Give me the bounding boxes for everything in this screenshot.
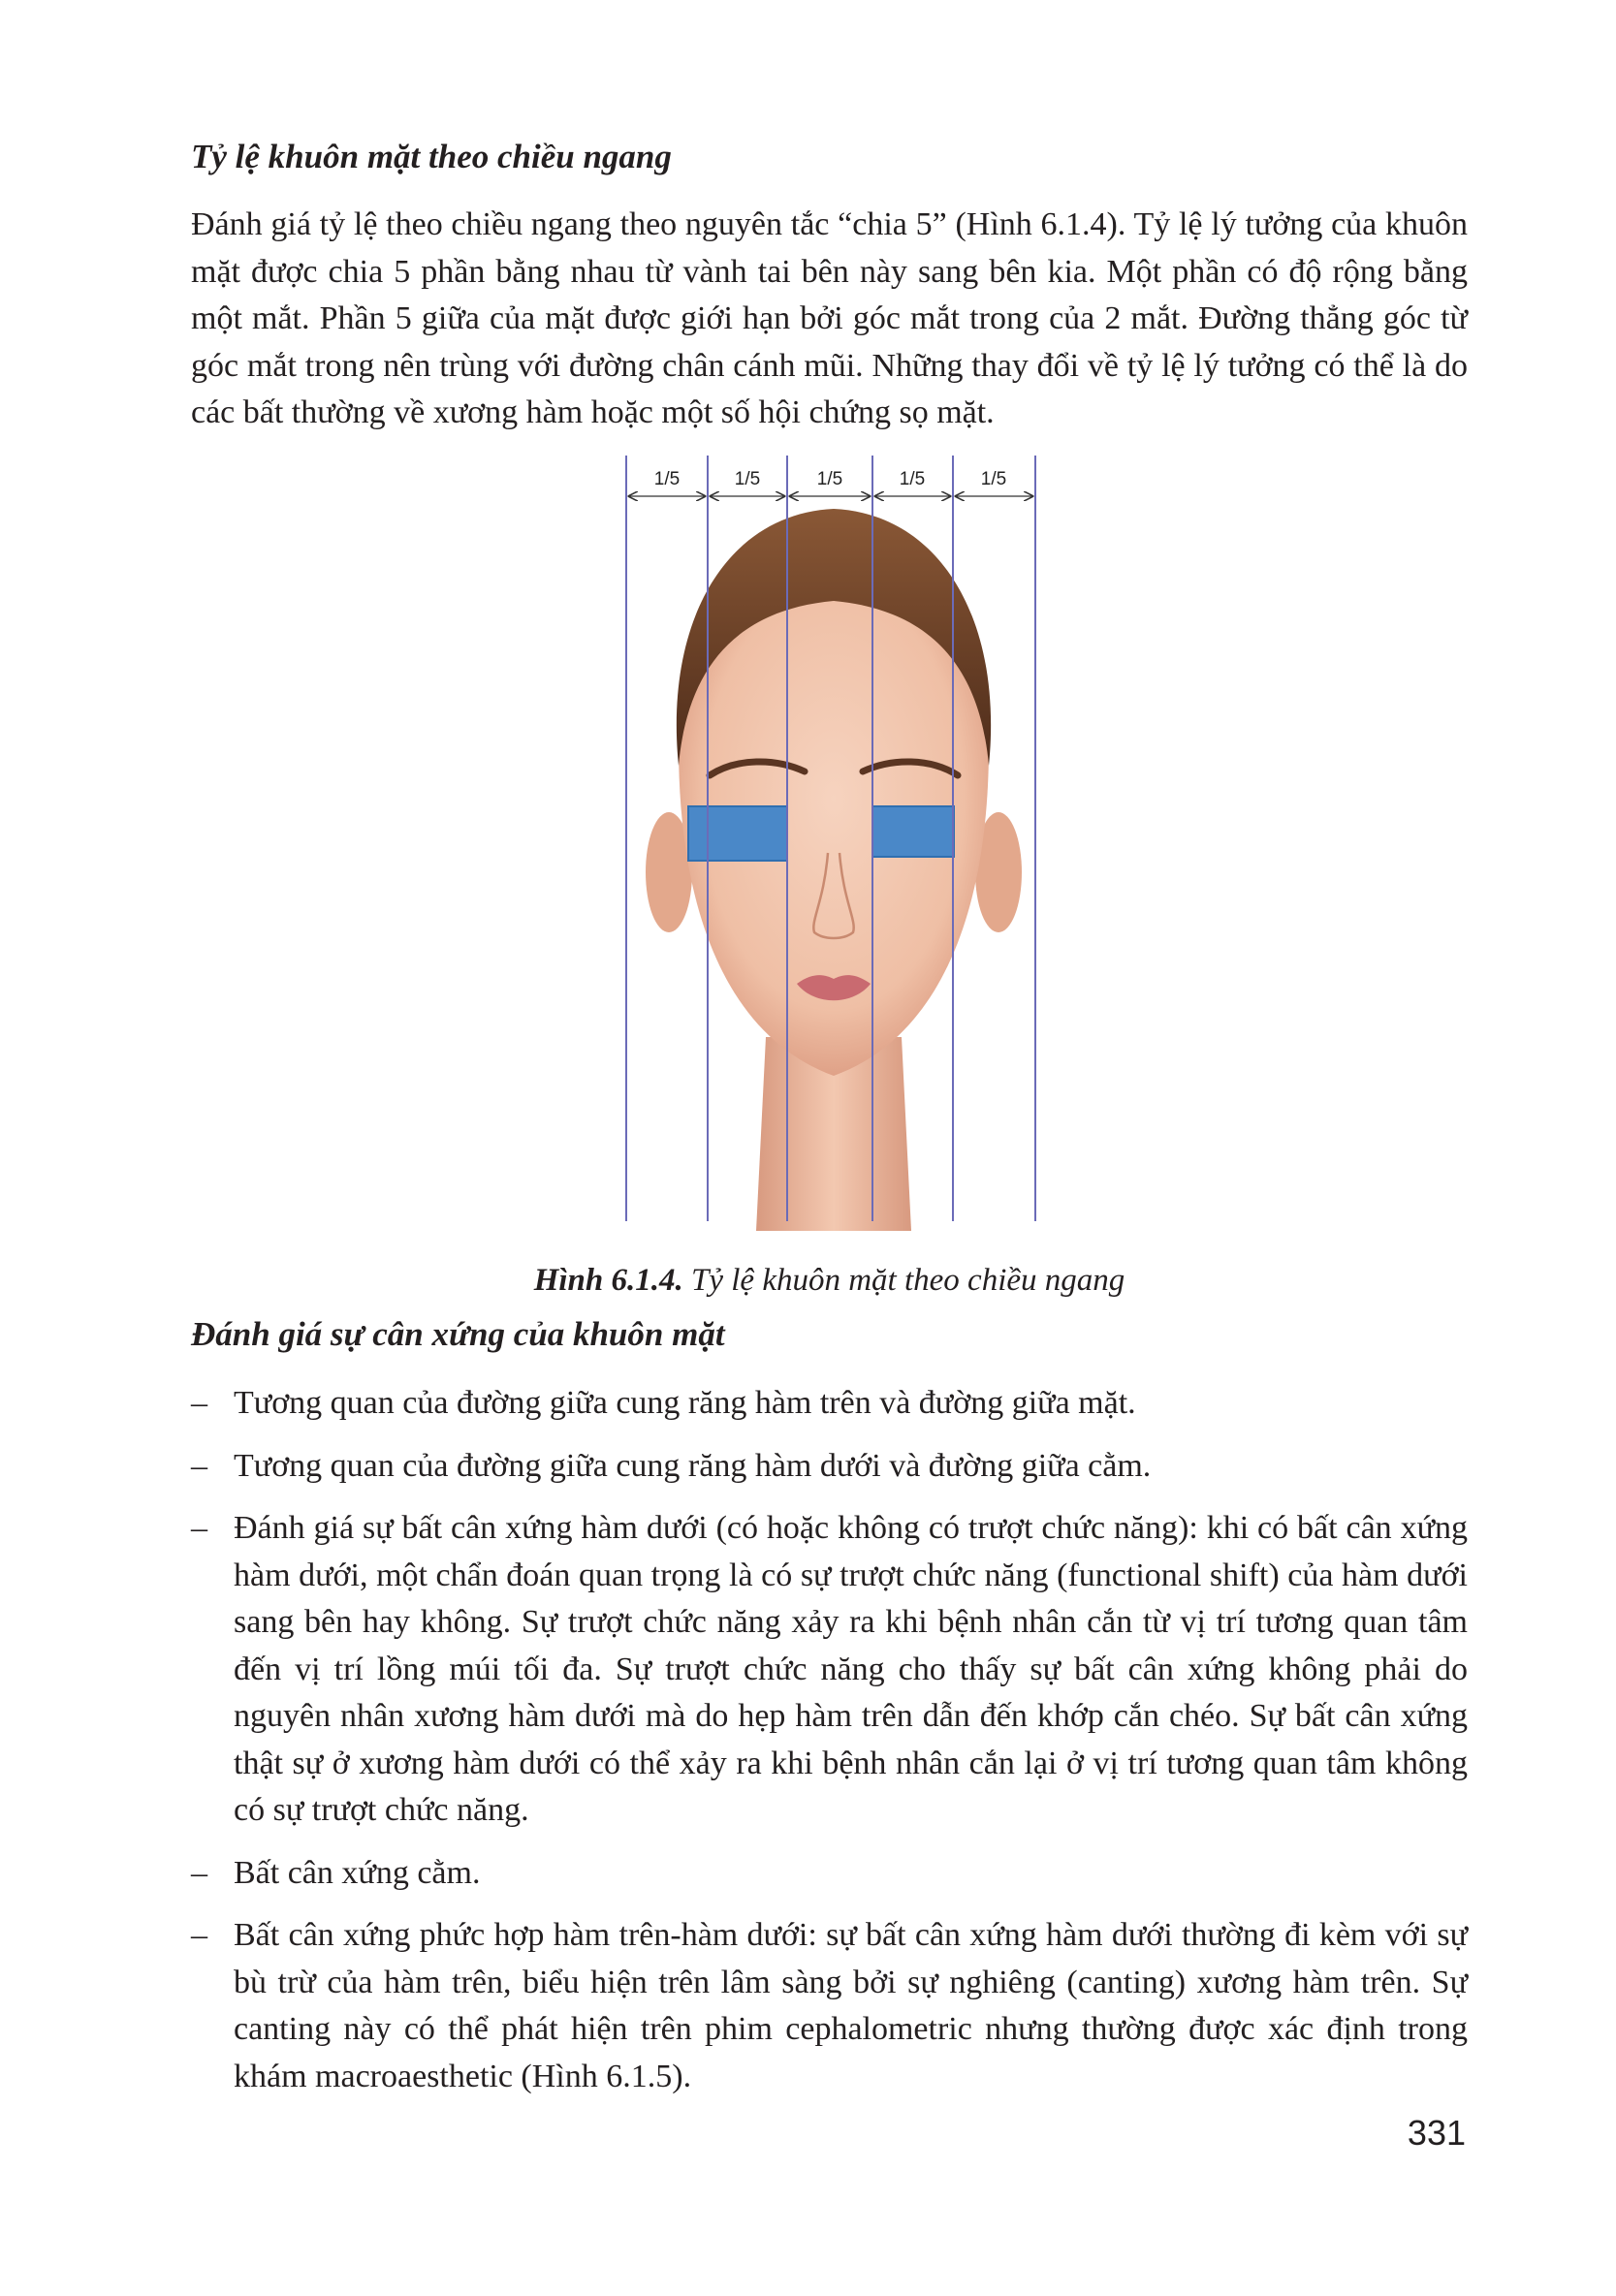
section-heading: Đánh giá sự cân xứng của khuôn mặt <box>191 1315 725 1353</box>
list-item <box>191 1505 1468 1835</box>
eye-box-left <box>688 806 787 861</box>
caption-label: Hình 6.1.4. <box>533 1263 683 1298</box>
section-symmetry-heading <box>191 1313 1468 1356</box>
symmetry-list <box>191 1380 1468 2116</box>
section-paragraph: Đánh giá tỷ lệ theo chiều ngang theo nguyên tắc “chia 5” (Hình 6.1.4). Tỷ lệ lý tưởng của khuôn mặt được chia 5 phần bằng nhau từ vành tai bên này sang bên kia. Một phần có độ rộng bằng một mắt. Phần 5 giữa của mặt được giới hạn bởi góc mắt trong của 2 mắt. Đường thẳng góc từ góc mắt trong nên trùng với đường chân cánh mũi. Những thay đổi về tỷ lệ lý tưởng có thể là do các bất thường về xương hàm hoặc một số hội chứng sọ mặt. <box>191 206 1468 430</box>
list-item-text: Đánh giá sự bất cân xứng hàm dưới (có hoặc không có trượt chức năng): khi có bất cân xứng hàm dưới, một chẩn đoán quan trọng là có sự trượt chức năng (functional shift) của hàm dưới sang bên hay không. Sự trượt chức năng xảy ra khi bệnh nhân cắn từ vị trí tương quan tâm đến vị trí lồng múi tối đa. Sự trượt chức năng cho thấy sự bất cân xứng không phải do nguyên nhân xương hàm dưới mà do hẹp hàm trên dẫn đến khớp cắn chéo. Sự bất cân xứng thật sự ở xương hàm dưới có thể xảy ra khi bệnh nhân cắn lại ở vị trí tương quan tâm không có sự trượt chức năng. <box>234 1510 1468 1828</box>
face-illustration <box>620 456 1047 1242</box>
list-item-text: Bất cân xứng phức hợp hàm trên-hàm dưới: sự bất cân xứng hàm dưới thường đi kèm với sự bù trừ của hàm trên, biểu hiện trên lâm sàng bởi sự nghiêng (canting) xương hàm trên. Sự canting này có thể phát hiện trên phim cephalometric nhưng thường được xác định trong khám macroaesthetic (Hình 6.1.5). <box>234 1917 1468 2094</box>
fifth-label-4: 1/5 <box>899 469 926 489</box>
section-heading: Tỷ lệ khuôn mặt theo chiều ngang <box>191 138 672 175</box>
list-dash: – <box>191 1510 207 1546</box>
eye-box-right <box>872 806 954 857</box>
page-number: 331 <box>1407 2113 1466 2153</box>
fifth-label-3: 1/5 <box>816 469 843 489</box>
list-dash: – <box>191 1385 207 1421</box>
list-item <box>191 1380 1468 1428</box>
list-dash: – <box>191 1854 207 1891</box>
list-item <box>191 1912 1468 2100</box>
section-horizontal-proportion <box>191 136 1468 437</box>
list-item-text: Tương quan của đường giữa cung răng hàm trên và đường giữa mặt. <box>234 1385 1136 1421</box>
figure-caption <box>191 1260 1468 1301</box>
list-item-text: Tương quan của đường giữa cung răng hàm dưới và đường giữa cằm. <box>234 1447 1152 1484</box>
list-item-text: Bất cân xứng cằm. <box>234 1854 481 1891</box>
face-proportion-figure <box>620 456 1047 1242</box>
list-item <box>191 1443 1468 1491</box>
list-dash: – <box>191 1917 207 1953</box>
fifth-label-1: 1/5 <box>653 469 681 489</box>
list-dash: – <box>191 1447 207 1484</box>
caption-text: Tỷ lệ khuôn mặt theo chiều ngang <box>691 1263 1125 1298</box>
list-item <box>191 1850 1468 1898</box>
fifth-label-2: 1/5 <box>734 469 761 489</box>
fifth-label-5: 1/5 <box>980 469 1007 489</box>
